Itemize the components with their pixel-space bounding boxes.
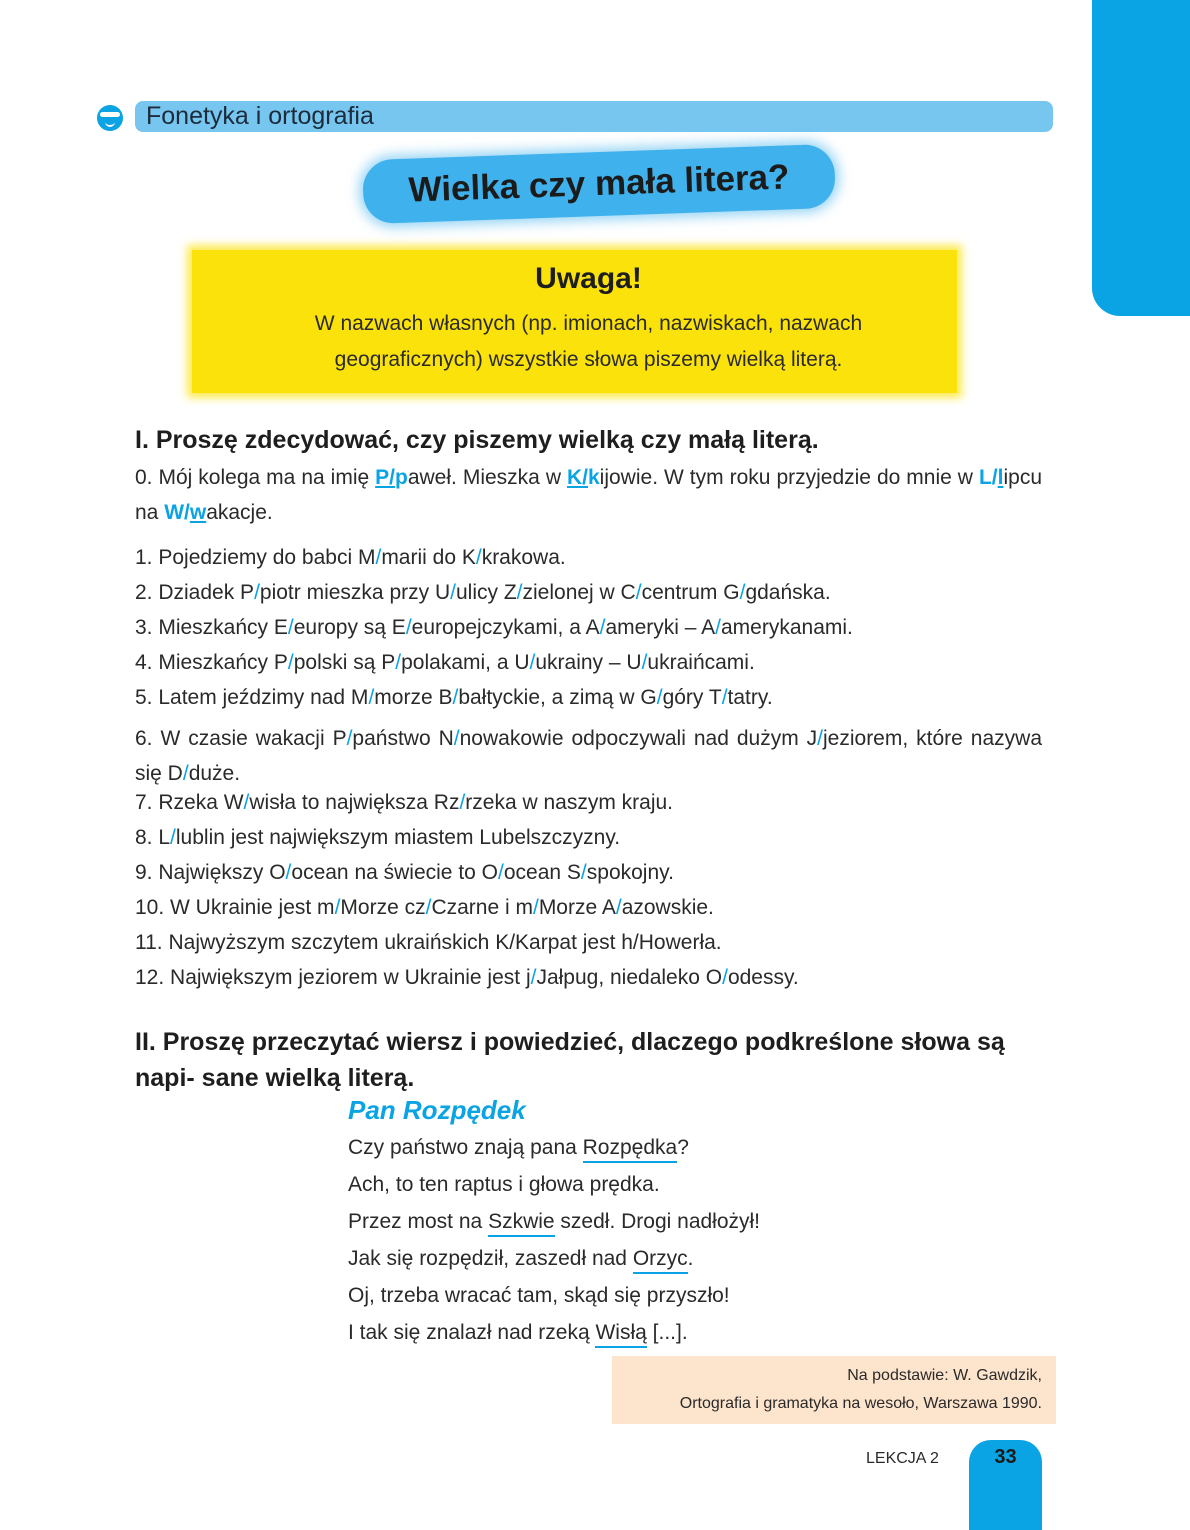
- poem-line: [348, 1136, 689, 1160]
- exercise-item: [135, 896, 1042, 920]
- answer-mark: /: [254, 581, 260, 604]
- text-run: 12. Największym jeziorem w Ukrainie jest j: [135, 966, 531, 989]
- answer-mark: /: [450, 581, 456, 604]
- text-run: lublin jest największym miastem Lubelszczyzny.: [175, 826, 621, 849]
- text-run: ulicy Z: [455, 581, 517, 604]
- text-run: duże.: [188, 762, 241, 785]
- text-run: krakowa.: [481, 546, 566, 569]
- exercise-item: [135, 616, 1042, 640]
- answer-mark: /: [459, 791, 466, 814]
- text-run: 9. Największy O: [135, 861, 286, 884]
- text-run: jeziorem, które nazywa się D: [135, 727, 1043, 785]
- answer-mark: /: [182, 762, 189, 785]
- answer-mark: /: [530, 966, 537, 989]
- answer-mark: /: [346, 727, 353, 750]
- text-run: Morze cz: [340, 896, 426, 919]
- answer-mark: /: [243, 791, 250, 814]
- answer-mark: /: [532, 896, 539, 919]
- answer-mark: /: [635, 581, 642, 604]
- exercise-2-heading: II. Proszę przeczytać wiersz i powiedzieć, dlaczego podkreślone słowa są napi- sane wielką literą.: [135, 1028, 1005, 1092]
- text-run: 2. Dziadek P: [135, 581, 255, 604]
- text-run: europy są E: [293, 616, 406, 639]
- poem-line: [348, 1173, 660, 1197]
- text-run: ukraińcami.: [647, 651, 755, 674]
- answer-mark: /: [170, 826, 176, 849]
- answer-mark: /: [721, 686, 728, 709]
- text-run: europejczykami, a A: [411, 616, 600, 639]
- text-run: amerykanami.: [721, 616, 853, 639]
- page-number: 33: [994, 1446, 1017, 1468]
- text-run: .: [687, 1247, 694, 1270]
- text-run: Czarne i m: [431, 896, 533, 919]
- text-run: gdańska.: [745, 581, 831, 604]
- text-run: aweł. Mieszka w: [407, 466, 567, 489]
- face-icon: [97, 105, 123, 131]
- text-run: ameryki – A: [605, 616, 716, 639]
- answer-mark: /: [453, 727, 460, 750]
- text-run: państwo N: [352, 727, 454, 750]
- text-run: marii do K: [381, 546, 476, 569]
- answer-mark: /: [334, 896, 341, 919]
- text-run: 1. Pojedziemy do babci M: [135, 546, 376, 569]
- text-run: zielonej w C: [522, 581, 636, 604]
- text-run: Przez most na: [348, 1210, 489, 1233]
- text-run: 6. W czasie wakacji P: [135, 727, 347, 750]
- text-run: 4. Mieszkańcy P: [135, 651, 288, 674]
- exercise-item: [135, 966, 1042, 990]
- text-run: Ach, to ten raptus i głowa prędka.: [348, 1173, 660, 1196]
- text-run: I tak się znalazł nad rzeką: [348, 1321, 596, 1344]
- text-run: [...].: [646, 1321, 688, 1344]
- text-run: 10. W Ukrainie jest m: [135, 896, 335, 919]
- text-run: Jak się rozpędził, zaszedł nad: [348, 1247, 633, 1270]
- text-run: azowskie.: [621, 896, 714, 919]
- source-line: Ortografia i gramatyka na wesoło, Warszawa 1990.: [679, 1395, 1042, 1412]
- exercise-item: [135, 581, 1042, 605]
- text-run: 0. Mój kolega ma na imię: [135, 466, 376, 489]
- answer-mark: /: [516, 581, 523, 604]
- source-citation: [612, 1362, 1042, 1418]
- exercise-item: [135, 721, 1042, 791]
- note-line: geograficznych) wszystkie słowa piszemy wielką literą.: [334, 348, 843, 371]
- poem-line: [348, 1247, 693, 1271]
- chapter-side-tab: [1092, 0, 1190, 316]
- answer-mark: /: [405, 616, 412, 639]
- answer-mark: /: [817, 727, 823, 750]
- text-run: polakami, a U: [401, 651, 530, 674]
- answer-mark: /: [580, 861, 587, 884]
- text-run: spokojny.: [586, 861, 674, 884]
- text-run: Jałpug, niedaleko O: [536, 966, 723, 989]
- answer-mark: /: [475, 546, 482, 569]
- lesson-label: LEKCJA 2: [866, 1450, 939, 1467]
- text-run: centrum G: [641, 581, 740, 604]
- exercise-item: [135, 686, 1042, 710]
- answer-mark: /: [395, 651, 402, 674]
- answer-mark: /: [498, 861, 504, 884]
- answer-mark: /: [641, 651, 648, 674]
- answer-mark: /: [452, 686, 459, 709]
- exercise-1-example: [135, 460, 1042, 530]
- text-run: 5. Latem jeździmy nad M: [135, 686, 369, 709]
- poem-line: [348, 1210, 760, 1234]
- answer-mark: /: [375, 546, 382, 569]
- text-run: polski są P: [293, 651, 396, 674]
- answer-mark: k: [587, 466, 600, 489]
- exercise-item: [135, 546, 1042, 570]
- answer-mark: /: [285, 861, 292, 884]
- text-run: tatry.: [727, 686, 773, 709]
- exercise-item: [135, 861, 1042, 885]
- answer-mark: /: [287, 616, 294, 639]
- text-run: piotr mieszka przy U: [259, 581, 451, 604]
- text-run: ocean S: [503, 861, 581, 884]
- section-title: Fonetyka i ortografia: [146, 102, 374, 130]
- text-run: morze B: [374, 686, 453, 709]
- underlined-word: Wisłą: [595, 1321, 646, 1348]
- exercise-1-heading: I. Proszę zdecydować, czy piszemy wielką czy małą literą.: [135, 426, 819, 454]
- answer-mark: K/: [566, 466, 588, 489]
- exercise-item: [135, 651, 1042, 675]
- exercise-item: [135, 826, 1042, 850]
- answer-mark: /: [739, 581, 746, 604]
- text-run: wisła to największa Rz: [249, 791, 460, 814]
- text-run: szedł. Drogi nadłożył!: [554, 1210, 761, 1233]
- text-run: ocean na świecie to O: [291, 861, 499, 884]
- answer-mark: /: [615, 896, 622, 919]
- answer-mark: w: [189, 501, 207, 524]
- text-run: nowakowie odpoczywali nad dużym J: [459, 727, 818, 750]
- text-run: ?: [677, 1136, 689, 1159]
- poem-line: [348, 1284, 730, 1308]
- text-run: 7. Rzeka W: [135, 791, 244, 814]
- text-run: Oj, trzeba wracać tam, skąd się przyszło!: [348, 1284, 730, 1307]
- answer-mark: /: [722, 966, 728, 989]
- text-run: 3. Mieszkańcy E: [135, 616, 288, 639]
- text-run: ukrainy – U: [535, 651, 642, 674]
- text-run: odessy.: [727, 966, 799, 989]
- answer-mark: p: [395, 466, 408, 489]
- text-run: Morze A: [538, 896, 616, 919]
- text-run: ijowie. W tym roku przyjedzie do mnie w: [599, 466, 979, 489]
- answer-mark: /: [287, 651, 294, 674]
- text-run: bałtyckie, a zimą w G: [458, 686, 657, 709]
- underlined-word: Orzyc: [633, 1247, 688, 1274]
- note-body: [192, 306, 985, 378]
- answer-mark: /: [368, 686, 375, 709]
- note-line: W nazwach własnych (np. imionach, nazwiskach, nazwach: [314, 312, 863, 335]
- answer-mark: W/: [164, 501, 190, 524]
- answer-mark: /: [425, 896, 432, 919]
- text-run: Czy państwo znają pana: [348, 1136, 583, 1159]
- source-line: Na podstawie: W. Gawdzik,: [847, 1367, 1042, 1384]
- text-run: ipcu na: [135, 466, 1042, 524]
- page-title: Wielka czy mała litera?: [407, 157, 791, 210]
- answer-mark: /: [656, 686, 663, 709]
- answer-mark: P/: [375, 466, 395, 489]
- poem-line: [348, 1321, 688, 1345]
- text-run: rzeka w naszym kraju.: [465, 791, 674, 814]
- text-run: góry T: [662, 686, 722, 709]
- poem-title: Pan Rozpędek: [348, 1095, 526, 1125]
- exercise-item: [135, 931, 1042, 955]
- underlined-word: Szkwie: [488, 1210, 555, 1237]
- answer-mark: /: [715, 616, 721, 639]
- answer-mark: L/: [978, 466, 998, 489]
- text-run: 11. Najwyższym szczytem ukraińskich K/Karpat jest h/Howerła.: [135, 931, 722, 954]
- text-run: 8. L: [135, 826, 171, 849]
- exercise-item: [135, 791, 1042, 815]
- answer-mark: /: [599, 616, 606, 639]
- note-heading: Uwaga!: [535, 262, 642, 295]
- answer-mark: /: [529, 651, 536, 674]
- text-run: akacje.: [206, 501, 273, 524]
- underlined-word: Rozpędka: [583, 1136, 678, 1163]
- answer-mark: l: [997, 466, 1004, 489]
